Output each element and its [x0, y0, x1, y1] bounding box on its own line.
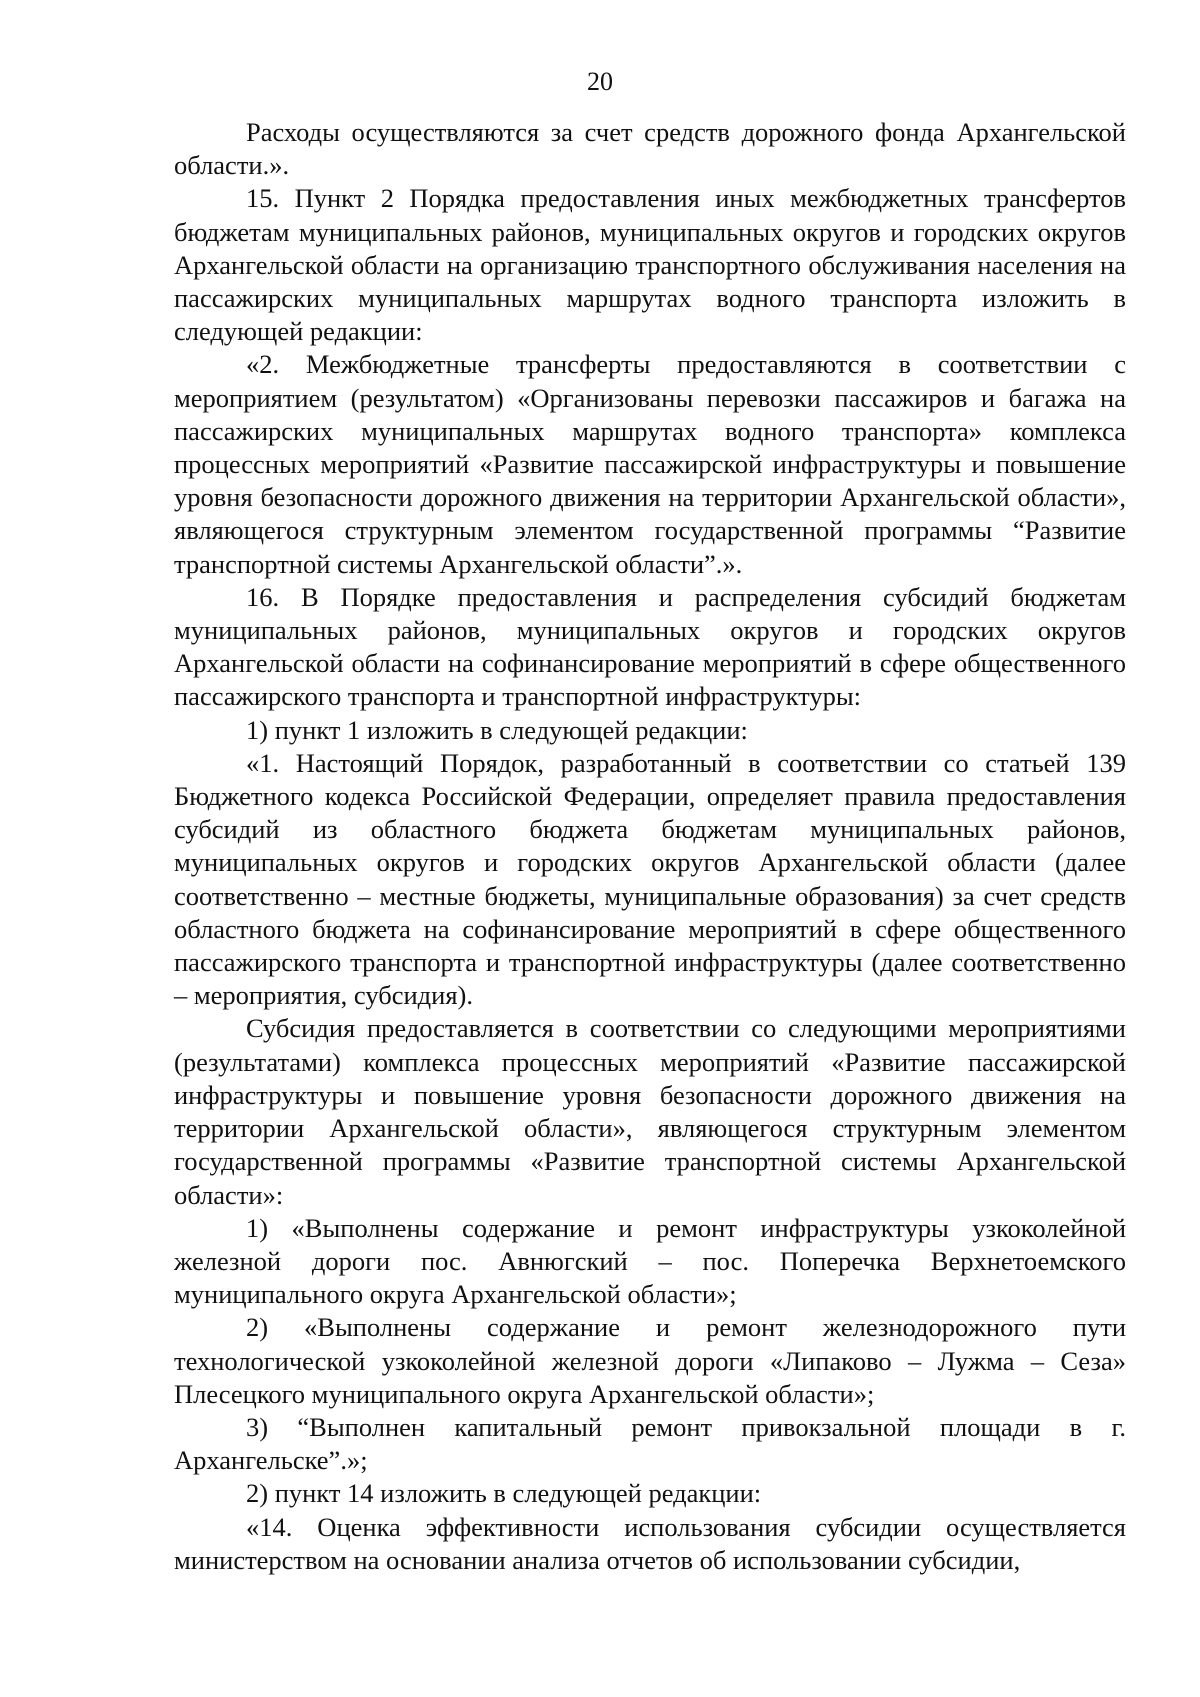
- paragraph: Субсидия предоставляется в соответствии со следующими мероприятиями (результатами) комплекса процессных мероприятий «Развитие пассажирской инфраструктуры и повышение уровня безопасности дорожного движения на территории Архангельской области», являющегося структурным элементом государственной программы «Развитие транспортной системы Архангельской области»:: [174, 1013, 1126, 1210]
- paragraph: 16. В Порядке предоставления и распределения субсидий бюджетам муниципальных районов, муниципальных округов и городских округов Архангельской области на софинансирование мероприятий в сфере общественного пассажирского транспорта и транспортной инфраструктуры:: [174, 581, 1126, 712]
- paragraph: Расходы осуществляются за счет средств дорожного фонда Архангельской области.».: [174, 117, 1126, 181]
- paragraph: «2. Межбюджетные трансферты предоставляются в соответствии с мероприятием (результатом) «Организованы перевозки пассажиров и багажа на пассажирских муниципальных маршрутах водного транспорта» комплекса процессных мероприятий «Развитие пассажирской инфраструктуры и повышение уровня безопасности дорожного движения на территории Архангельской области», являющегося структурным элементом государственной программы “Развитие транспортной системы Архангельской области”.».: [174, 349, 1126, 579]
- paragraph: 2) пункт 14 изложить в следующей редакции:: [246, 1478, 762, 1509]
- document-body: [174, 116, 1126, 1577]
- paragraph: «1. Настоящий Порядок, разработанный в соответствии со статьей 139 Бюджетного кодекса Российской Федерации, определяет правила предоставления субсидий из областного бюджета бюджетам муниципальных районов, муниципальных округов и городских округов Архангельской области (далее соответственно – местные бюджеты, муниципальные образования) за счет средств областного бюджета на софинансирование мероприятий в сфере общественного пассажирского транспорта и транспортной инфраструктуры (далее соответственно – мероприятия, субсидия).: [174, 747, 1126, 1011]
- paragraph: 1) «Выполнены содержание и ремонт инфраструктуры узкоколейной железной дороги пос. Авнюгский – пос. Поперечка Верхнетоемского муниципального округа Архангельской области»;: [174, 1212, 1126, 1310]
- paragraph: «14. Оценка эффективности использования субсидии осуществляется министерством на основании анализа отчетов об использовании субсидии,: [174, 1511, 1126, 1575]
- paragraph: 1) пункт 1 изложить в следующей редакции:: [246, 714, 748, 745]
- paragraph: 3) “Выполнен капитальный ремонт привокзальной площади в г. Архангельске”.»;: [174, 1411, 1126, 1476]
- paragraph: 2) «Выполнены содержание и ремонт железнодорожного пути технологической узкоколейной железной дороги «Липаково – Лужма – Сеза» Плесецкого муниципального округа Архангельской области»;: [174, 1312, 1126, 1409]
- page-number: 20: [587, 67, 613, 96]
- paragraph: 15. Пункт 2 Порядка предоставления иных межбюджетных трансфертов бюджетам муниципальных районов, муниципальных округов и городских округов Архангельской области на организацию транспортного обслуживания населения на пассажирских муниципальных маршрутах водного транспорта изложить в следующей редакции:: [174, 183, 1126, 347]
